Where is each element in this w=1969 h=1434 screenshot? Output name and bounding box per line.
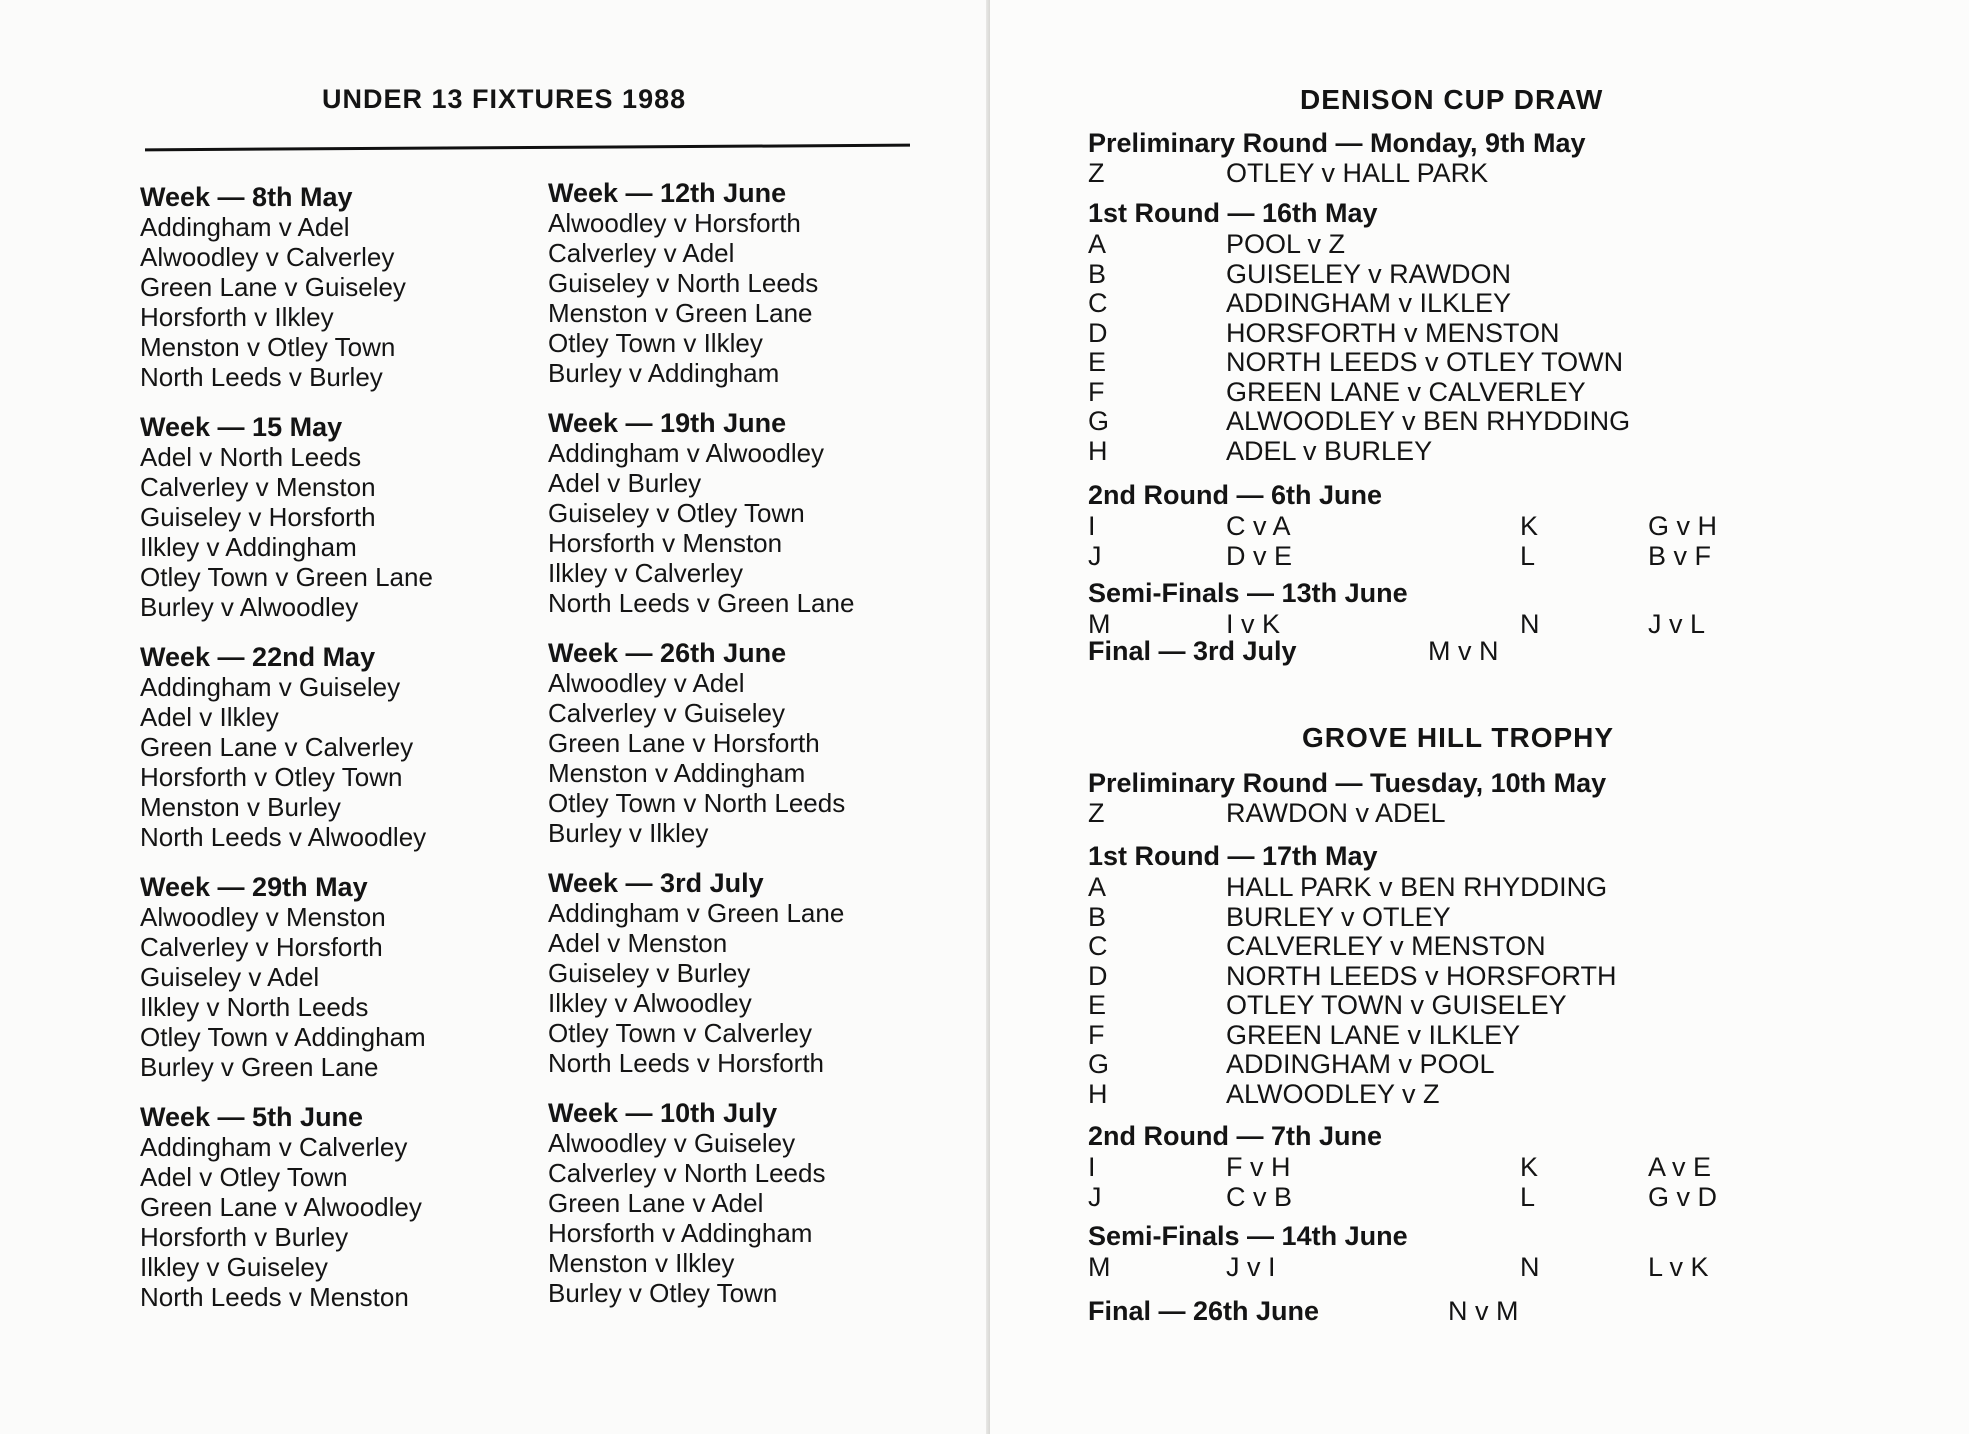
week-heading: Week — 10th July [548, 1098, 778, 1128]
draw-letter: I [1088, 511, 1096, 541]
fixture-match: Horsforth v Otley Town [140, 762, 403, 792]
fixture-match: Guiseley v Otley Town [548, 498, 805, 528]
fixture-match: Guiseley v Burley [548, 958, 751, 988]
fixture-match: Horsforth v Addingham [548, 1218, 813, 1248]
fixtures-title: UNDER 13 FIXTURES 1988 [322, 84, 687, 114]
fixture-match: Otley Town v Green Lane [140, 562, 433, 592]
draw-line [1088, 1020, 1520, 1051]
fixture-match: Ilkley v North Leeds [140, 992, 369, 1022]
fixture-match: Addingham v Green Lane [548, 898, 845, 928]
fixture-match: Ilkley v Guiseley [140, 1252, 328, 1282]
draw-match: C v B [1226, 1182, 1293, 1212]
fixtures-column-1 [140, 182, 560, 1332]
final-label: Final — 26th June [1088, 1296, 1320, 1326]
denison-cup-title: DENISON CUP DRAW [1300, 84, 1604, 115]
draw-letter: F [1088, 1019, 1105, 1050]
draw-match: ALWOODLEY v BEN RHYDDING [1226, 406, 1631, 436]
fixture-match: Burley v Ilkley [548, 818, 709, 848]
week-block [140, 182, 560, 392]
draw-letter: Z [1088, 158, 1105, 188]
week-heading: Week — 5th June [140, 1102, 364, 1132]
fixture-match: Alwoodley v Calverley [140, 242, 395, 272]
fixture-match: Green Lane v Adel [548, 1188, 764, 1218]
draw-line [1088, 931, 1546, 962]
right-page [990, 0, 1969, 1434]
draw-line [1088, 158, 1488, 189]
fixture-match: Horsforth v Ilkley [140, 302, 334, 332]
draw-line [1088, 798, 1446, 829]
draw-letter: H [1088, 435, 1108, 466]
draw-match: HALL PARK v BEN RHYDDING [1226, 872, 1608, 902]
fixture-match: Guiseley v Adel [140, 962, 320, 992]
fixture-match: Otley Town v Ilkley [548, 328, 763, 358]
draw-match: ALWOODLEY v Z [1226, 1078, 1440, 1109]
final-label: Final — 3rd July [1088, 636, 1297, 666]
round-heading: 1st Round — 17th May [1088, 841, 1378, 871]
fixture-match: North Leeds v Alwoodley [140, 822, 427, 852]
draw-letter: C [1088, 288, 1108, 318]
draw-match: C v A [1226, 511, 1291, 541]
week-block [548, 868, 968, 1078]
draw-letter: N [1520, 609, 1540, 639]
grove-hill-title: GROVE HILL TROPHY [1302, 722, 1615, 753]
draw-match: A v E [1648, 1152, 1712, 1182]
draw-letter: Z [1088, 798, 1105, 828]
fixture-match: Calverley v North Leeds [548, 1158, 826, 1188]
draw-line [1088, 990, 1567, 1021]
fixture-match: Menston v Ilkley [548, 1248, 735, 1278]
fixture-match: Alwoodley v Menston [140, 902, 386, 932]
week-heading: Week — 29th May [140, 872, 368, 902]
draw-line [1088, 1079, 1440, 1110]
draw-match: D v E [1226, 541, 1293, 571]
fixture-match: Menston v Otley Town [140, 332, 396, 362]
draw-line [1088, 961, 1617, 992]
draw-match: RAWDON v ADEL [1226, 798, 1446, 828]
final-line [1088, 1296, 1519, 1327]
fixture-match: Adel v Burley [548, 468, 702, 498]
draw-match: CALVERLEY v MENSTON [1226, 931, 1546, 961]
week-heading: Week — 8th May [140, 182, 353, 212]
draw-letter: E [1088, 347, 1107, 377]
week-block [140, 1102, 560, 1312]
final-match: M v N [1428, 636, 1499, 666]
fixture-match: Calverley v Adel [548, 238, 735, 268]
draw-match: J v I [1226, 1252, 1276, 1282]
draw-letter: J [1088, 1182, 1102, 1212]
draw-line [1088, 318, 1560, 349]
fixture-match: Otley Town v North Leeds [548, 788, 846, 818]
draw-letter: D [1088, 317, 1108, 348]
fixture-match: Horsforth v Menston [548, 528, 783, 558]
draw-letter: N [1520, 1252, 1540, 1282]
draw-letter: E [1088, 990, 1107, 1020]
draw-letter: K [1520, 1152, 1539, 1182]
fixture-match: Alwoodley v Guiseley [548, 1128, 796, 1158]
week-heading: Week — 3rd July [548, 868, 764, 898]
draw-letter: M [1088, 1252, 1111, 1282]
fixture-match: Burley v Alwoodley [140, 592, 359, 622]
fixture-match: Green Lane v Horsforth [548, 728, 820, 758]
week-block [548, 638, 968, 848]
draw-line [1088, 259, 1511, 290]
fixture-match: Ilkley v Calverley [548, 558, 744, 588]
draw-letter: H [1088, 1078, 1108, 1109]
fixture-match: Burley v Otley Town [548, 1278, 778, 1308]
week-heading: Week — 15 May [140, 412, 343, 442]
fixture-match: Menston v Addingham [548, 758, 806, 788]
fixture-match: Burley v Green Lane [140, 1052, 379, 1082]
fixture-match: Adel v Ilkley [140, 702, 279, 732]
draw-match: J v L [1648, 609, 1706, 639]
fixture-match: Guiseley v North Leeds [548, 268, 819, 298]
draw-line [1088, 288, 1511, 319]
draw-letter: B [1088, 901, 1107, 932]
draw-line [1088, 347, 1623, 378]
fixture-match: Otley Town v Addingham [140, 1022, 426, 1052]
week-heading: Week — 22nd May [140, 642, 376, 672]
draw-letter: K [1520, 511, 1539, 541]
draw-line [1088, 229, 1345, 260]
week-block [548, 408, 968, 618]
draw-line [1088, 872, 1607, 903]
week-block [140, 642, 560, 852]
draw-letter: G [1088, 406, 1110, 436]
title-divider [145, 144, 910, 152]
fixture-match: Calverley v Guiseley [548, 698, 785, 728]
fixture-match: Ilkley v Addingham [140, 532, 357, 562]
draw-line [1088, 1049, 1495, 1080]
fixture-match: Green Lane v Guiseley [140, 272, 406, 302]
draw-match: L v K [1648, 1252, 1709, 1282]
round-heading: 2nd Round — 7th June [1088, 1121, 1382, 1151]
final-line [1088, 636, 1499, 667]
draw-letter: B [1088, 258, 1107, 289]
draw-match: G v H [1648, 511, 1718, 541]
week-block [140, 872, 560, 1082]
draw-letter: G [1088, 1049, 1110, 1079]
draw-line [1088, 902, 1451, 933]
fixture-match: Addingham v Adel [140, 212, 350, 242]
week-block [548, 178, 968, 388]
fixture-match: Calverley v Menston [140, 472, 376, 502]
round-heading: 2nd Round — 6th June [1088, 480, 1382, 510]
fixture-match: North Leeds v Horsforth [548, 1048, 825, 1078]
week-heading: Week — 26th June [548, 638, 787, 668]
draw-letter: L [1520, 541, 1536, 571]
draw-letter: M [1088, 609, 1111, 639]
fixture-match: North Leeds v Menston [140, 1282, 409, 1312]
draw-match: GREEN LANE v CALVERLEY [1226, 376, 1586, 407]
draw-match: I v K [1226, 609, 1281, 639]
draw-letter: D [1088, 960, 1108, 991]
fixture-match: Adel v Otley Town [140, 1162, 348, 1192]
round-heading: Semi-Finals — 14th June [1088, 1221, 1408, 1251]
fixture-match: Adel v North Leeds [140, 442, 362, 472]
draw-match: ADDINGHAM v POOL [1226, 1049, 1495, 1079]
draw-match: F v H [1226, 1152, 1291, 1182]
fixture-match: Guiseley v Horsforth [140, 502, 376, 532]
draw-letter: J [1088, 541, 1102, 571]
draw-line [1088, 377, 1586, 408]
fixture-match: Horsforth v Burley [140, 1222, 349, 1252]
fixture-match: Green Lane v Calverley [140, 732, 414, 762]
round-heading: Semi-Finals — 13th June [1088, 578, 1408, 608]
fixture-match: Alwoodley v Adel [548, 668, 745, 698]
fixture-match: Addingham v Guiseley [140, 672, 401, 702]
draw-match: OTLEY TOWN v GUISELEY [1226, 990, 1567, 1020]
fixtures-column-2 [548, 178, 968, 1328]
draw-letter: C [1088, 931, 1108, 961]
draw-letter: A [1088, 229, 1107, 259]
draw-match: ADEL v BURLEY [1226, 435, 1433, 466]
fixture-match: North Leeds v Green Lane [548, 588, 855, 618]
round-heading: Preliminary Round — Tuesday, 10th May [1088, 768, 1607, 798]
week-block [548, 1098, 968, 1308]
draw-match: B v F [1648, 541, 1712, 571]
week-heading: Week — 19th June [548, 408, 787, 438]
draw-line [1088, 406, 1630, 437]
fixture-match: North Leeds v Burley [140, 362, 383, 392]
final-match: N v M [1448, 1296, 1519, 1326]
fixture-match: Adel v Menston [548, 928, 728, 958]
draw-match: ADDINGHAM v ILKLEY [1226, 288, 1512, 318]
fixture-match: Menston v Green Lane [548, 298, 813, 328]
draw-letter: I [1088, 1152, 1096, 1182]
fixture-match: Menston v Burley [140, 792, 341, 822]
draw-match: HORSFORTH v MENSTON [1226, 317, 1560, 348]
draw-match: POOL v Z [1226, 229, 1346, 259]
draw-line [1088, 436, 1432, 467]
week-block [140, 412, 560, 622]
fixture-match: Calverley v Horsforth [140, 932, 383, 962]
draw-letter: A [1088, 872, 1107, 902]
draw-match: OTLEY v HALL PARK [1226, 158, 1489, 188]
round-heading: Preliminary Round — Monday, 9th May [1088, 128, 1586, 158]
fixture-match: Ilkley v Alwoodley [548, 988, 752, 1018]
draw-match: BURLEY v OTLEY [1226, 901, 1451, 932]
fixture-match: Addingham v Alwoodley [548, 438, 825, 468]
draw-match: GREEN LANE v ILKLEY [1226, 1019, 1521, 1050]
fixture-match: Otley Town v Calverley [548, 1018, 812, 1048]
draw-letter: F [1088, 376, 1105, 407]
draw-match: G v D [1648, 1182, 1718, 1212]
draw-match: NORTH LEEDS v HORSFORTH [1226, 960, 1617, 991]
fixture-match: Green Lane v Alwoodley [140, 1192, 422, 1222]
fixture-match: Addingham v Calverley [140, 1132, 408, 1162]
fixture-match: Alwoodley v Horsforth [548, 208, 801, 238]
draw-match: NORTH LEEDS v OTLEY TOWN [1226, 347, 1624, 377]
fixture-match: Burley v Addingham [548, 358, 780, 388]
round-heading: 1st Round — 16th May [1088, 198, 1378, 228]
draw-letter: L [1520, 1182, 1536, 1212]
draw-match: GUISELEY v RAWDON [1226, 258, 1512, 289]
week-heading: Week — 12th June [548, 178, 787, 208]
